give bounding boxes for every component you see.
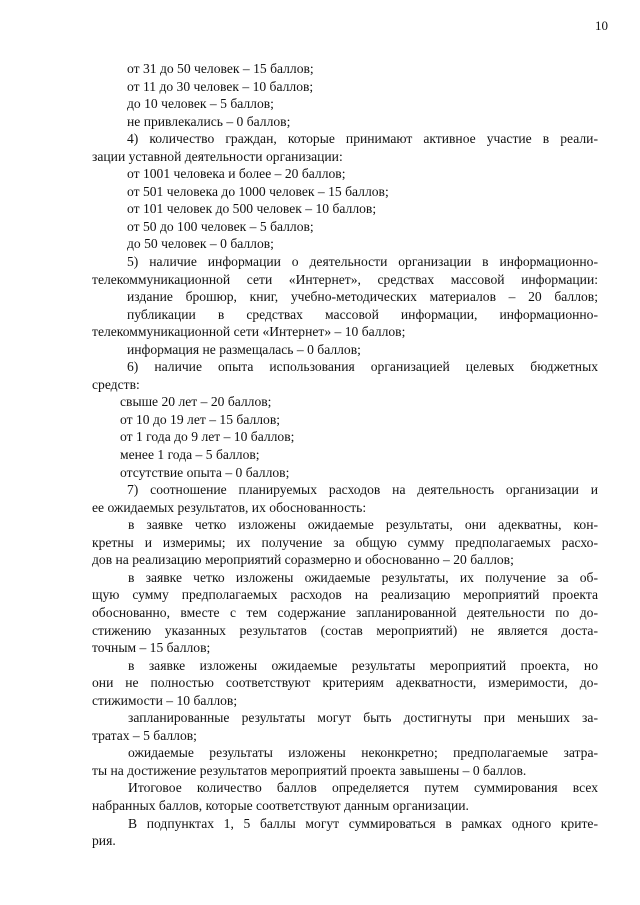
text-line: до 10 человек – 5 баллов; xyxy=(127,96,274,112)
text-line: информация не размещалась – 0 баллов; xyxy=(127,341,361,357)
text-line: от 1 года до 9 лет – 10 баллов; xyxy=(120,429,295,445)
text-line: от 11 до 30 человек – 10 баллов; xyxy=(127,78,314,94)
text-line: свыше 20 лет – 20 баллов; xyxy=(120,394,272,410)
text-line: менее 1 года – 5 баллов; xyxy=(120,447,260,463)
text-line: издание брошюр, книг, учебно-методических материалов – 20 баллов; xyxy=(127,289,598,305)
text-line: 5) наличие информации о деятельности организации в информационно- xyxy=(127,254,598,270)
text-line: от 31 до 50 человек – 15 баллов; xyxy=(127,61,314,76)
text-line: набранных баллов, которые соответствуют данным организации. xyxy=(92,797,469,813)
text-line: телекоммуникационной сети «Интернет», средствах массовой информации: xyxy=(92,271,598,287)
text-line: от 501 человека до 1000 человек – 15 баллов; xyxy=(127,183,389,199)
text-line: 4) количество граждан, которые принимают активное участие в реали- xyxy=(127,131,598,147)
text-line: точным – 15 баллов; xyxy=(92,640,211,656)
text-line: не привлекались – 0 баллов; xyxy=(127,113,291,129)
text-line: в заявке изложены ожидаемые результаты мероприятий проекта, но xyxy=(128,657,598,673)
text-line: рия. xyxy=(92,833,116,849)
text-line: Итоговое количество баллов определяется путем суммирования всех xyxy=(128,780,598,796)
text-line: стижимости – 10 баллов; xyxy=(92,692,238,708)
text-line: телекоммуникационной сети «Интернет» – 10 баллов; xyxy=(92,324,406,340)
text-line: 7) соотношение планируемых расходов на деятельность организации и xyxy=(127,482,598,498)
text-line: публикации в средствах массовой информации, информационно- xyxy=(127,306,598,322)
text-line: отсутствие опыта – 0 баллов; xyxy=(120,464,290,480)
text-line: от 101 человек до 500 человек – 10 баллов; xyxy=(127,201,377,217)
page-number: 10 xyxy=(595,18,608,33)
text-line: зации уставной деятельности организации: xyxy=(92,148,343,164)
text-line: запланированные результаты могут быть достигнуты при меньших за- xyxy=(128,710,598,726)
text-line: в заявке четко изложены ожидаемые результаты, их получение за об- xyxy=(128,569,598,585)
text-line: ожидаемые результаты изложены неконкретно; предполагаемые затра- xyxy=(128,745,598,761)
text-line: в заявке четко изложены ожидаемые результаты, они адекватны, кон- xyxy=(128,517,598,533)
text-line: средств: xyxy=(92,376,140,392)
text-line: ее ожидаемых результатов, их обоснованность: xyxy=(92,499,367,515)
text-line: 6) наличие опыта использования организацией целевых бюджетных xyxy=(127,359,598,375)
text-line: от 50 до 100 человек – 5 баллов; xyxy=(127,218,314,234)
text-line: до 50 человек – 0 баллов; xyxy=(127,236,274,252)
text-line: от 10 до 19 лет – 15 баллов; xyxy=(120,411,281,427)
text-line: щую сумму предполагаемых расходов на реализацию мероприятий проекта xyxy=(92,587,598,603)
text-line: тратах – 5 баллов; xyxy=(92,727,197,743)
text-line: кретны и измеримы; их получение за общую сумму предполагаемых расхо- xyxy=(92,534,598,550)
text-line: В подпунктах 1, 5 баллы могут суммироваться в рамках одного крите- xyxy=(128,815,598,831)
text-line: они не полностью соответствуют критериям адекватности, измеримости, до- xyxy=(92,675,598,691)
text-line: дов на реализацию мероприятий соразмерно и обоснованно – 20 баллов; xyxy=(92,552,514,568)
text-line: от 1001 человека и более – 20 баллов; xyxy=(127,166,346,182)
text-line: стижению указанных результатов (состав мероприятий) не является доста- xyxy=(92,622,598,638)
document-body xyxy=(92,60,598,850)
text-line: ты на достижение результатов мероприятий проекта завышены – 0 баллов. xyxy=(92,762,527,778)
text-line: обоснованно, вместе с тем содержание запланированной деятельности по до- xyxy=(92,604,598,620)
